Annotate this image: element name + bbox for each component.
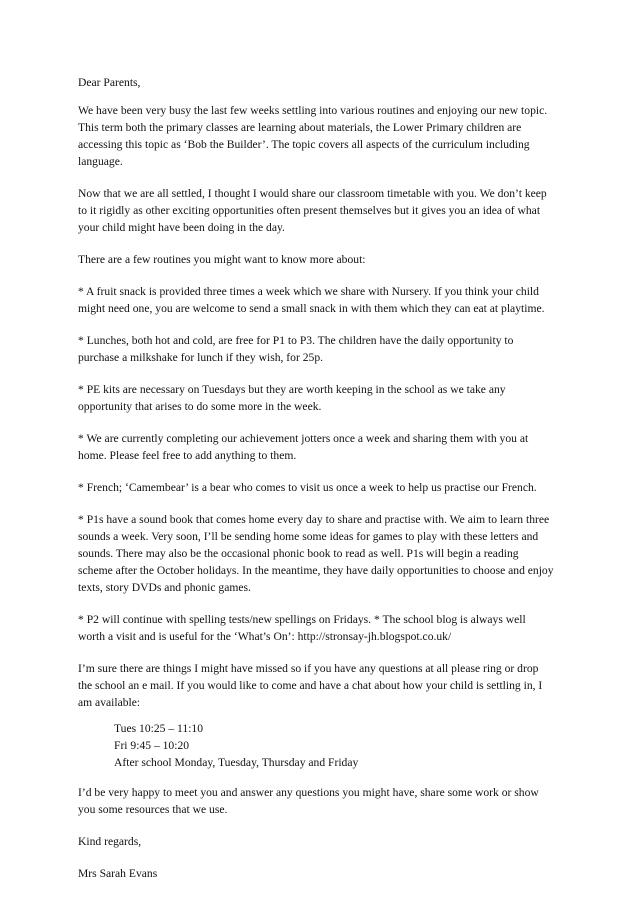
text-line: * Lunches, both hot and cold, are free for P1 to P3. The children have the daily opportunity to bbox=[78, 334, 514, 347]
letter-body bbox=[78, 102, 556, 711]
pe-kits-note bbox=[78, 381, 556, 415]
text-line: I’d be very happy to meet you and answer any questions you might have, share some work or show bbox=[78, 786, 539, 799]
text-line: to it rigidly as other exciting opportunities often present themselves but it gives you an idea of what bbox=[78, 204, 541, 217]
text-line: * PE kits are necessary on Tuesdays but they are worth keeping in the school as we take any bbox=[78, 383, 506, 396]
spelling-blog-note bbox=[78, 611, 556, 645]
availability-item: After school Monday, Tuesday, Thursday and Friday bbox=[114, 756, 359, 769]
letter-page bbox=[78, 74, 556, 897]
availability-item: Tues 10:25 – 11:10 bbox=[114, 722, 204, 735]
availability-item: Fri 9:45 – 10:20 bbox=[114, 739, 190, 752]
text-line: Now that we are all settled, I thought I would share our classroom timetable with you. We don’t keep bbox=[78, 187, 547, 200]
text-line: worth a visit and is useful for the ‘What’s On’: http://stronsay-jh.blogspot.co.uk/ bbox=[78, 630, 452, 643]
text-line: There are a few routines you might want to know more about: bbox=[78, 253, 366, 266]
text-line: sounds. There may also be the occasional phonic book to read as well. P1s will begin a reading bbox=[78, 547, 519, 560]
sound-book-note bbox=[78, 511, 556, 596]
routines-intro bbox=[78, 251, 556, 268]
text-line: opportunity that arises to do some more in the week. bbox=[78, 400, 322, 413]
text-line: accessing this topic as ‘Bob the Builder’. The topic covers all aspects of the curriculum including bbox=[78, 138, 530, 151]
text-line: * P2 will continue with spelling tests/new spellings on Fridays. * The school blog is always well bbox=[78, 613, 526, 626]
closing-paragraph bbox=[78, 784, 556, 818]
text-line: * A fruit snack is provided three times a week which we share with Nursery. If you think your child bbox=[78, 285, 539, 298]
lunches-note bbox=[78, 332, 556, 366]
text-line: texts, story DVDs and phonic games. bbox=[78, 581, 251, 594]
text-line: am available: bbox=[78, 696, 141, 709]
text-line: scheme after the October holidays. In the meantime, they have daily opportunities to choose and enjoy bbox=[78, 564, 554, 577]
text-line: language. bbox=[78, 155, 123, 168]
text-line: your child might have been doing in the day. bbox=[78, 221, 285, 234]
signoff: Kind regards, bbox=[78, 835, 142, 848]
text-line: I’m sure there are things I might have missed so if you have any questions at all please ring or drop bbox=[78, 662, 539, 675]
fruit-snack-note bbox=[78, 283, 556, 317]
text-line: sounds a week. Very soon, I’ll be sending home some ideas for games to play with these letters and bbox=[78, 530, 539, 543]
questions-paragraph bbox=[78, 660, 556, 711]
text-line: This term both the primary classes are learning about materials, the Lower Primary children are bbox=[78, 121, 522, 134]
timetable-paragraph bbox=[78, 185, 556, 236]
text-line: * French; ‘Camembear’ is a bear who comes to visit us once a week to help us practise our French. bbox=[78, 481, 537, 494]
text-line: the school an e mail. If you would like to come and have a chat about how your child is settling in, I bbox=[78, 679, 543, 692]
text-line: home. Please feel free to add anything to them. bbox=[78, 449, 297, 462]
achievement-jotters-note bbox=[78, 430, 556, 464]
text-line: might need one, you are welcome to send a small snack in with them which they can eat at playtime. bbox=[78, 302, 545, 315]
salutation: Dear Parents, bbox=[78, 76, 141, 89]
text-line: * We are currently completing our achievement jotters once a week and sharing them with you at bbox=[78, 432, 529, 445]
text-line: We have been very busy the last few weeks settling into various routines and enjoying our new topic. bbox=[78, 104, 548, 117]
signature: Mrs Sarah Evans bbox=[78, 867, 158, 880]
text-line: you some resources that we use. bbox=[78, 803, 228, 816]
french-note bbox=[78, 479, 556, 496]
text-line: purchase a milkshake for lunch if they wish, for 25p. bbox=[78, 351, 324, 364]
intro-paragraph bbox=[78, 102, 556, 170]
text-line: * P1s have a sound book that comes home every day to share and practise with. We aim to learn three bbox=[78, 513, 550, 526]
availability-list bbox=[78, 720, 556, 771]
